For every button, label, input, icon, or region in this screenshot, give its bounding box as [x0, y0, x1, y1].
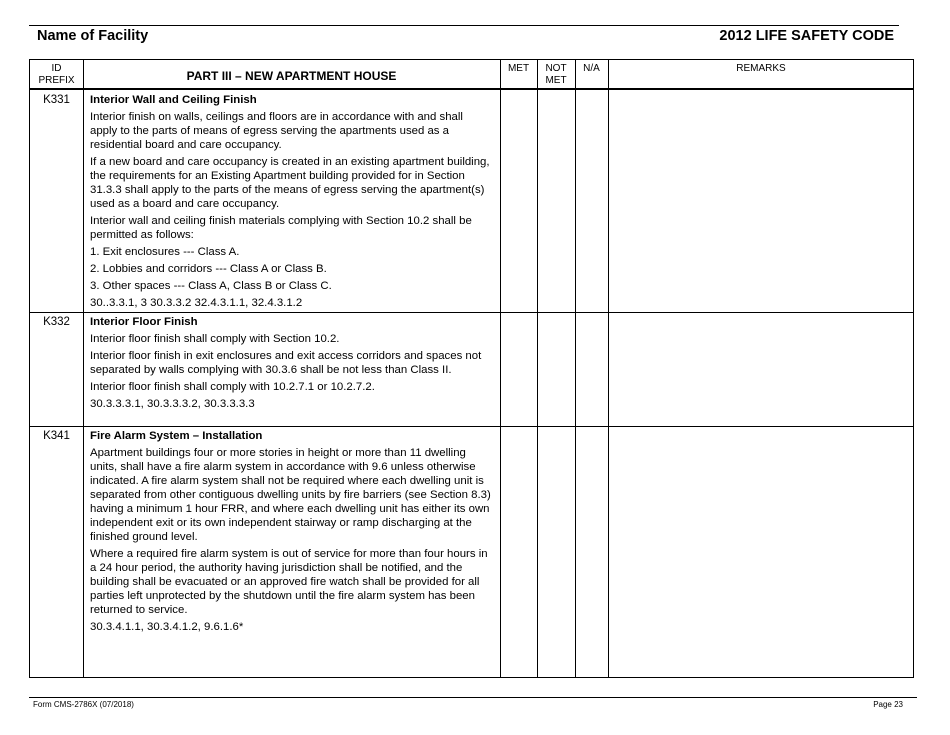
form-id: Form CMS-2786X (07/2018) — [33, 700, 134, 709]
code-title: 2012 LIFE SAFETY CODE — [719, 28, 894, 44]
facility-name-label: Name of Facility — [37, 28, 149, 44]
row-paragraph: Interior floor finish shall comply with Section 10.2. — [90, 333, 340, 345]
row-paragraph: Interior wall and ceiling finish materials complying with Section 10.2 shall be permitted as follows: — [90, 215, 472, 241]
row-id: K341 — [43, 430, 70, 442]
row-paragraph: 3. Other spaces --- Class A, Class B or Class C. — [90, 280, 332, 292]
col-divider — [500, 60, 501, 677]
row-id: K332 — [43, 316, 70, 328]
row-paragraph: Where a required fire alarm system is out of service for more than four hours in a 24 hour period, the authority having jurisdiction shall be notified, and the building shall be evacuated or an approved fire watch shall be provided for all parties left unprotected by the shutdown until the fire alarm system has been returned to service. — [90, 548, 488, 616]
row-divider — [30, 426, 913, 427]
col-divider — [608, 60, 609, 677]
row-id: K331 — [43, 94, 70, 106]
row-paragraph: Interior finish on walls, ceilings and floors are in accordance with and shall apply to the parts of means of egress serving the apartments used as a residential board and care occupancy. — [90, 111, 463, 151]
part-title: PART III – NEW APARTMENT HOUSE — [186, 69, 397, 83]
row-paragraph: Apartment buildings four or more stories in height or more than 11 dwelling units, shall have a fire alarm system in accordance with 9.6 unless otherwise indicated. A fire alarm system shall not be required where each dwelling unit is separated from other contiguous dwelling units by fire barriers (see Section 8.3) having a minimum 1 hour FRR, and where each dwelling unit has either its own independent exit or its own independent stairway or ramp discharging at the finished ground level. — [90, 447, 491, 543]
row-paragraph: If a new board and care occupancy is created in an existing apartment building, the requirements for an Existing Apartment building provided for in Section 31.3.3 shall apply to the parts of the means of egress serving the apartment(s) used as a board and care occupancy. — [90, 156, 490, 210]
header-rule — [29, 25, 899, 26]
col-divider — [575, 60, 576, 677]
row-title: Interior Wall and Ceiling Finish — [90, 94, 257, 106]
id-prefix-header: ID PREFIX — [38, 63, 75, 86]
checklist-table — [29, 59, 914, 678]
row-paragraph: 2. Lobbies and corridors --- Class A or Class B. — [90, 263, 327, 275]
footer-rule — [29, 697, 917, 698]
row-citation: 30..3.3.1, 3 30.3.3.2 32.4.3.1.1, 32.4.3.1.2 — [90, 297, 303, 309]
page-number: Page 23 — [873, 700, 903, 709]
col-divider — [83, 60, 84, 677]
row-title: Interior Floor Finish — [90, 316, 198, 328]
remarks-header: REMARKS — [736, 63, 786, 74]
met-header: MET — [507, 63, 530, 74]
table-row-description — [90, 93, 492, 313]
row-citation: 30.3.4.1.1, 30.3.4.1.2, 9.6.1.6* — [90, 621, 244, 633]
col-divider — [537, 60, 538, 677]
table-row-description — [90, 315, 492, 414]
row-paragraph: Interior floor finish shall comply with 10.2.7.1 or 10.2.7.2. — [90, 381, 375, 393]
na-header: N/A — [583, 63, 600, 74]
row-citation: 30.3.3.3.1, 30.3.3.3.2, 30.3.3.3.3 — [90, 398, 255, 410]
table-row-description — [90, 429, 492, 637]
not-met-header: NOT MET — [545, 63, 567, 86]
row-paragraph: 1. Exit enclosures --- Class A. — [90, 246, 240, 258]
row-title: Fire Alarm System – Installation — [90, 430, 263, 442]
header-divider — [30, 88, 913, 90]
row-paragraph: Interior floor finish in exit enclosures and exit access corridors and spaces not separated by walls complying with 30.3.6 shall be not less than Class II. — [90, 350, 482, 376]
